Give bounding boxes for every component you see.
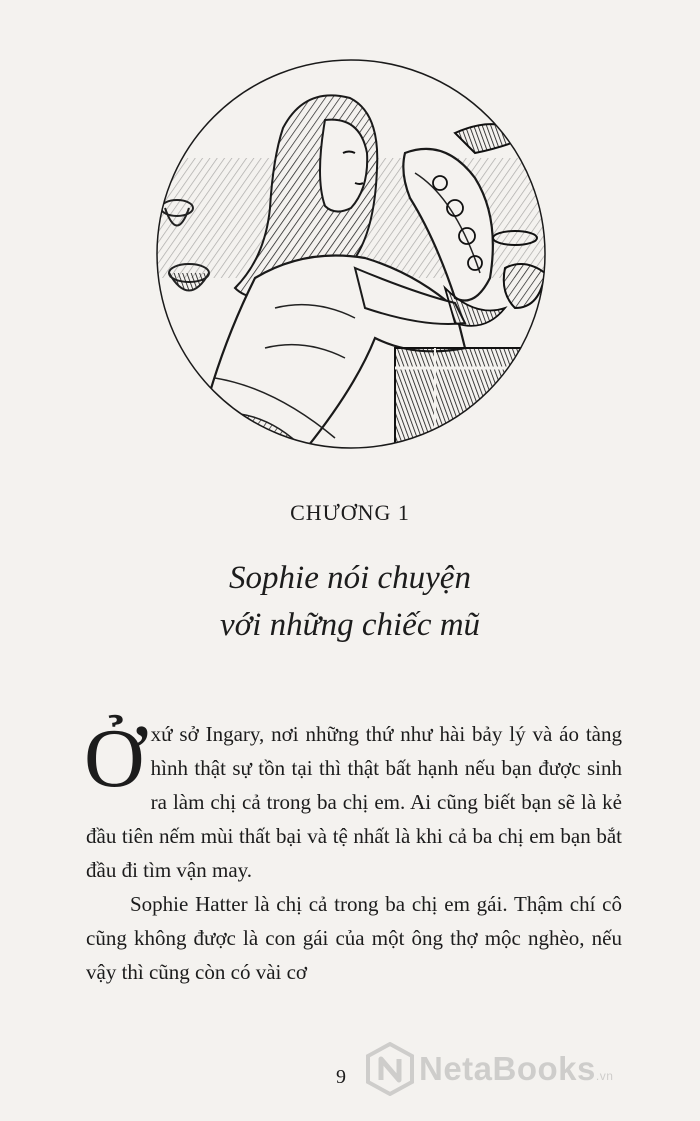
- watermark-logo: [365, 1042, 613, 1096]
- chapter-illustration: [155, 58, 547, 450]
- netabooks-logo-icon: [365, 1042, 415, 1096]
- chapter-title-line2: với những chiếc mũ: [219, 607, 481, 643]
- watermark-brand: NetaBooks.vn: [419, 1050, 614, 1087]
- body-text: [84, 712, 622, 989]
- watermark-suffix: .vn: [595, 1069, 614, 1083]
- paragraph-1: [84, 712, 622, 887]
- chapter-title-line1: Sophie nói chuyện: [229, 560, 471, 596]
- paragraph-2: Sophie Hatter là chị cả trong ba chị em gái. Thậm chí cô cũng không được là con gái của một ông thợ mộc nghèo, nếu vậy thì cũng còn có vài cơ: [86, 892, 622, 984]
- drop-cap: Ở: [84, 712, 145, 805]
- page-number: 9: [336, 1066, 346, 1088]
- chapter-label: CHƯƠNG 1: [290, 500, 410, 525]
- chapter-title: [0, 555, 700, 649]
- paragraph-1-text: xứ sở Ingary, nơi những thứ như hài bảy lý và áo tàng hình thật sự tồn tại thì thật bất hạnh nếu bạn được sinh ra làm chị cả trong ba chị em. Ai cũng biết bạn sẽ là kẻ đầu tiên nếm mùi thất bại và tệ nhất là khi cả ba chị em bạn bắt đầu đi tìm vận may.: [86, 722, 622, 882]
